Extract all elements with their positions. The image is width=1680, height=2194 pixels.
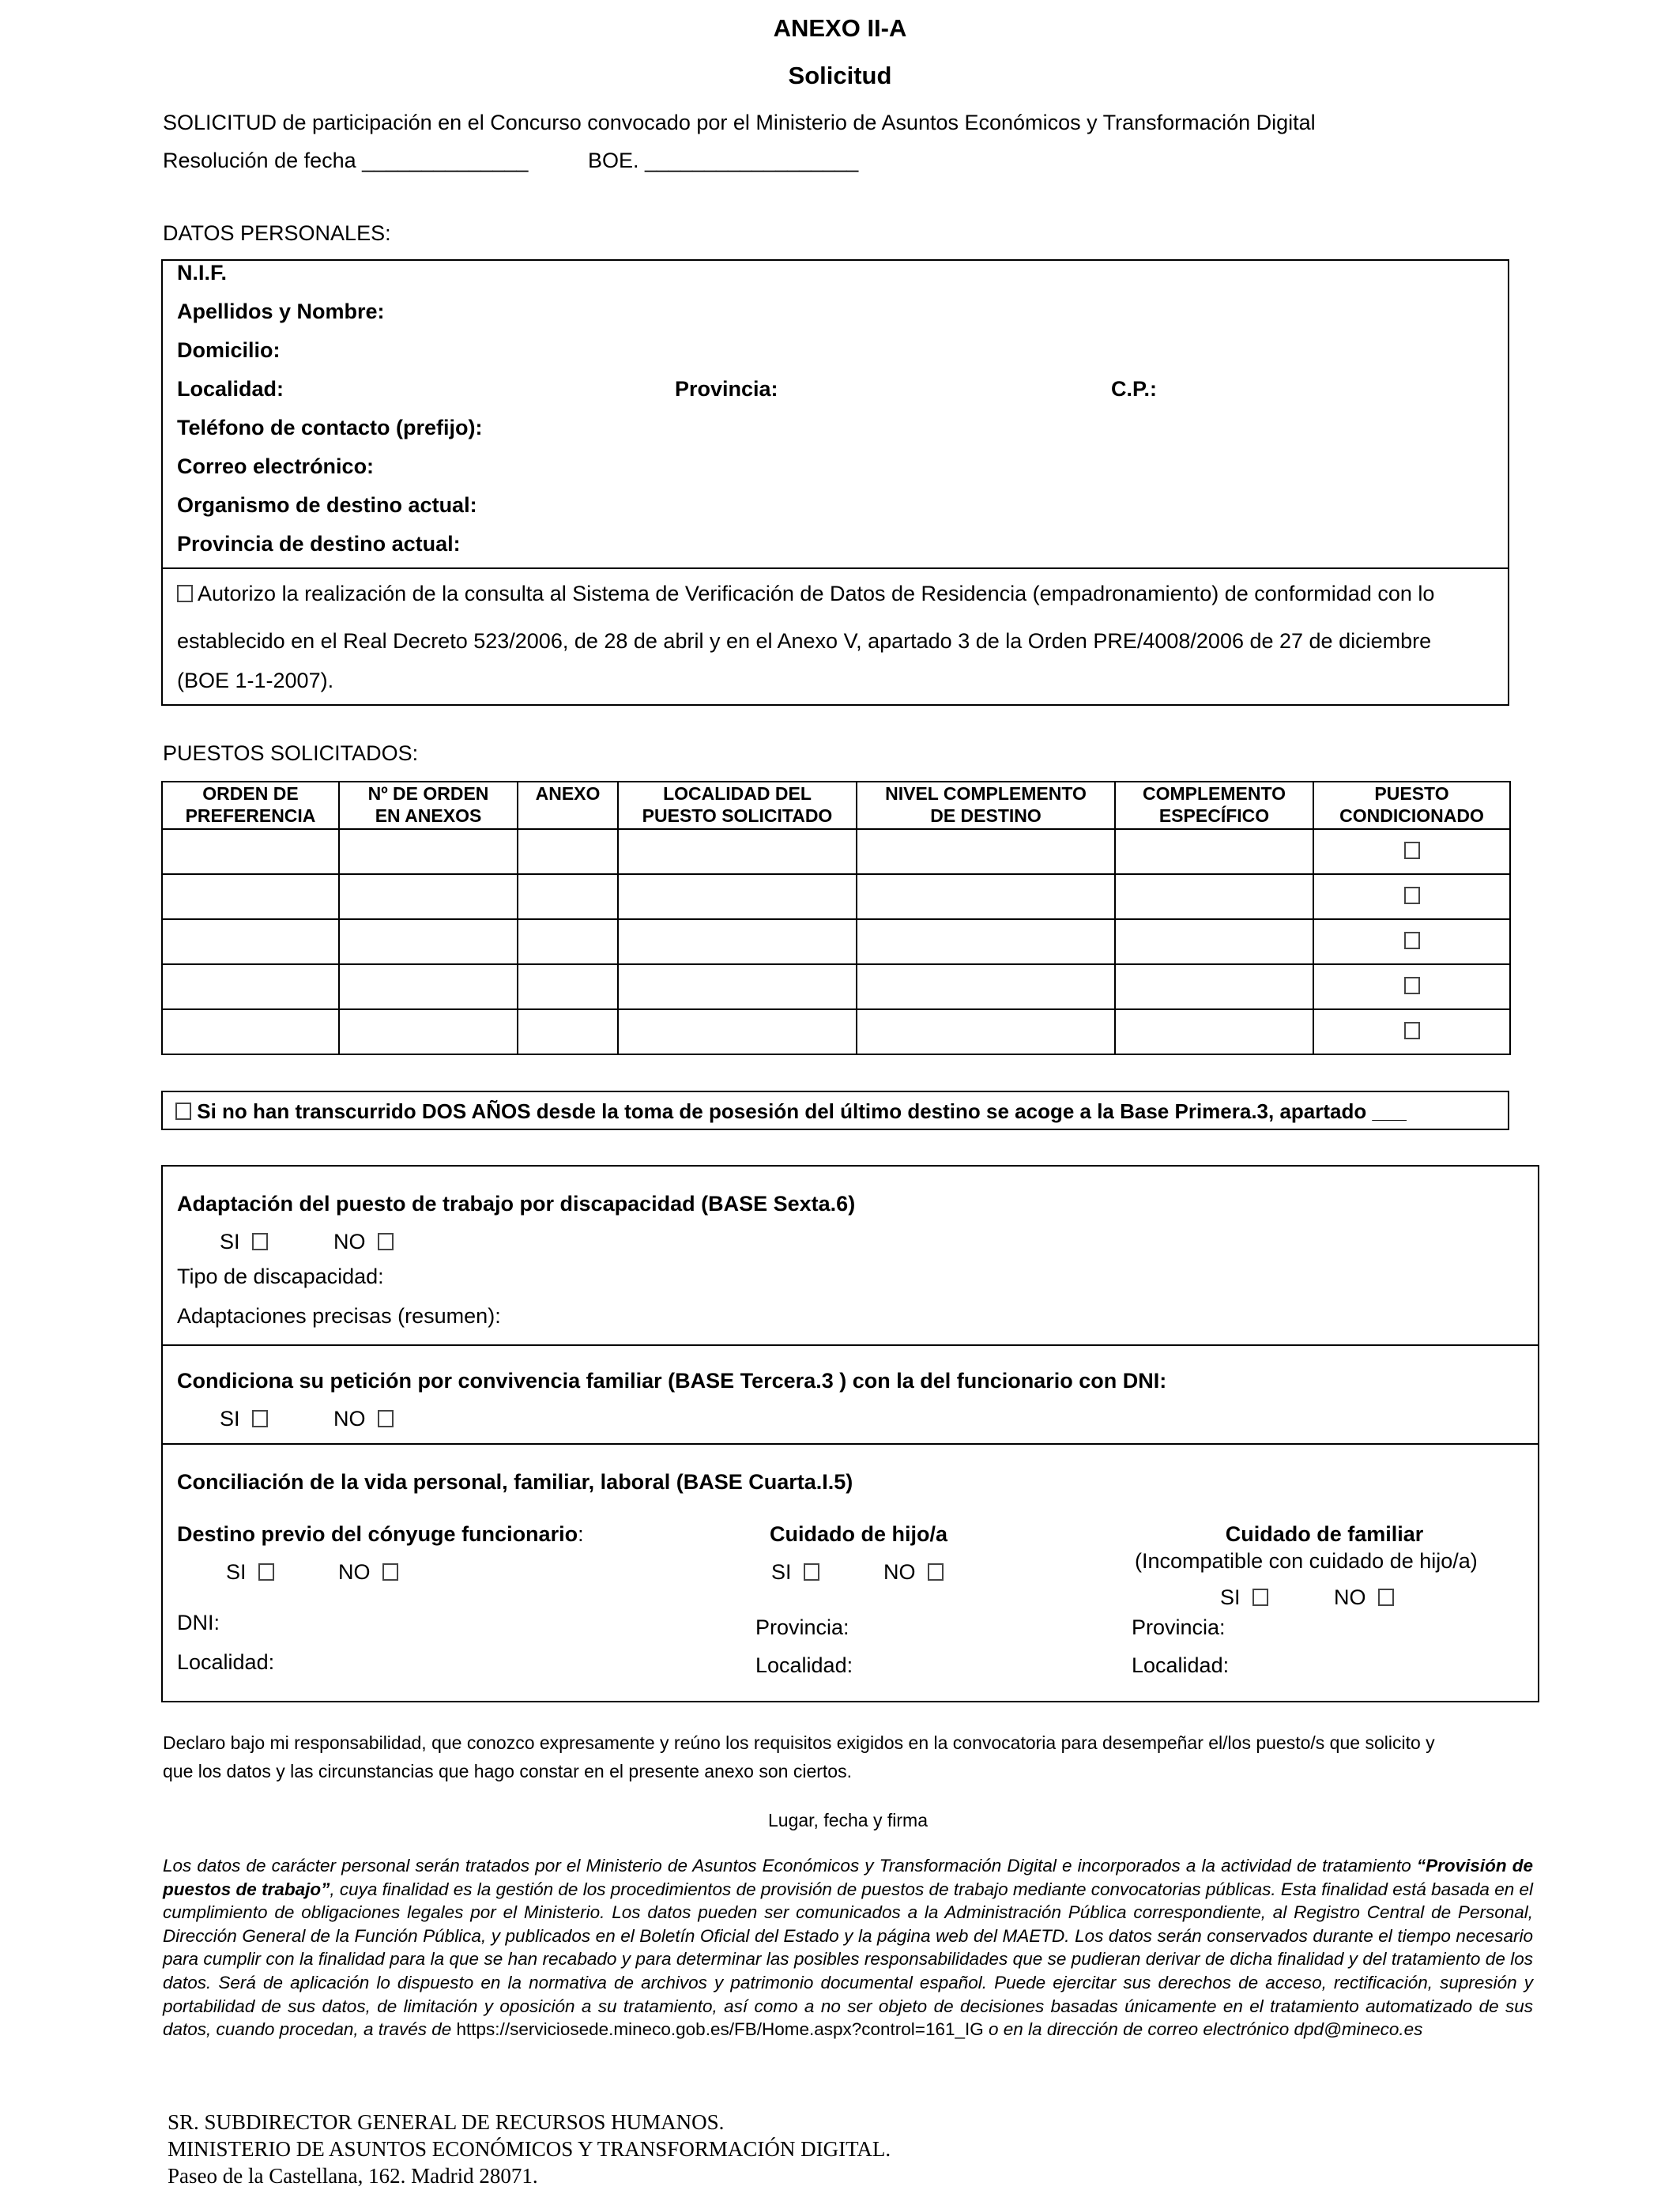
hijo-no-checkbox[interactable]: [928, 1563, 944, 1581]
table-cell[interactable]: [518, 1009, 618, 1054]
discapacidad-no-checkbox[interactable]: [378, 1233, 394, 1250]
dos-anos-checkbox[interactable]: [175, 1103, 191, 1120]
condicionado-checkbox[interactable]: [1404, 932, 1420, 949]
declaration-line-2: que los datos y las circunstancias que hago constar en el presente anexo son ciertos.: [163, 1761, 852, 1781]
col-nivel-complemento: NIVEL COMPLEMENTO DE DESTINO: [857, 782, 1115, 829]
email-field[interactable]: Correo electrónico:: [177, 454, 375, 478]
table-cell[interactable]: [339, 919, 518, 964]
divider: [163, 567, 1508, 569]
table-cell[interactable]: [518, 919, 618, 964]
conyuge-no-option[interactable]: NO: [338, 1560, 398, 1585]
table-cell[interactable]: [857, 1009, 1115, 1054]
table-cell[interactable]: [162, 919, 339, 964]
discapacidad-si-option[interactable]: SI: [220, 1230, 268, 1254]
dos-anos-box: [161, 1091, 1509, 1130]
col-localidad: LOCALIDAD DEL PUESTO SOLICITADO: [618, 782, 857, 829]
condicionado-checkbox[interactable]: [1404, 842, 1420, 859]
table-cell[interactable]: [518, 874, 618, 919]
table-row: [162, 874, 1510, 919]
puestos-section-title: PUESTOS SOLICITADOS:: [163, 741, 419, 765]
convivencia-si-option[interactable]: SI: [220, 1407, 268, 1431]
table-cell[interactable]: [1115, 874, 1313, 919]
privacy-notice: Los datos de carácter personal serán tratados por el Ministerio de Asuntos Económicos y Transformación Digital e incorporados a la actividad de tratamiento “Provisión de puestos de trabajo”, cuya finalidad es la gestión de los procedimientos de provisión de puestos de trabajo mediante convocatorias públicas. Esta finalidad está basada en el cumplimiento de obligaciones legales por el Ministerio. Los datos pueden ser comunicados a la Administración Pública correspondiente, al Registro Central de Personal, Dirección General de la Función Pública, y publicados en el Boletín Oficial del Estado y la página web del MAETD. Los datos serán conservados durante el tiempo necesario para cumplir con la finalidad para la que se han recabado y para determinar las posibles responsabilidades que se pudieran derivar de dicha finalidad y del tratamiento de los datos. Será de aplicación lo dispuesto en la normativa de archivos y patrimonio documental español. Puede ejercitar sus derechos de acceso, rectificación, supresión y portabilidad de sus datos, de limitación y oposición a su tratamiento, así como a no ser objeto de decisiones basadas únicamente en el tratamiento automatizado de sus datos, cuando procedan, a través de https://serviciosede.mineco.gob.es/FB/Home.aspx?control=161_IG o en la dirección de correo electrónico dpd@mineco.es: [163, 1856, 1534, 2040]
privacy-url[interactable]: https://serviciosede.mineco.gob.es/FB/Home.aspx?control=161_IG: [456, 2019, 984, 2040]
familiar-no-option[interactable]: NO: [1334, 1585, 1394, 1610]
current-province-field[interactable]: Provincia de destino actual:: [177, 532, 461, 556]
personal-section-title: DATOS PERSONALES:: [163, 221, 391, 245]
table-cell[interactable]: [1115, 964, 1313, 1009]
conyuge-dni-field[interactable]: DNI:: [177, 1611, 220, 1634]
hijo-no-option[interactable]: NO: [883, 1560, 944, 1585]
table-cell: [1313, 964, 1510, 1009]
table-cell[interactable]: [618, 1009, 857, 1054]
table-cell[interactable]: [339, 829, 518, 874]
adaptaciones-field[interactable]: Adaptaciones precisas (resumen):: [177, 1304, 501, 1328]
convivencia-no-option[interactable]: NO: [333, 1407, 394, 1431]
familiar-note: (Incompatible con cuidado de hijo/a): [1135, 1549, 1478, 1573]
current-org-field[interactable]: Organismo de destino actual:: [177, 493, 477, 517]
dos-anos-text: Si no han transcurrido DOS AÑOS desde la toma de posesión del último destino se acoge a la Base Primera.3, apartado ___: [175, 1099, 1407, 1124]
table-cell[interactable]: [618, 874, 857, 919]
col-orden-preferencia: ORDEN DE PREFERENCIA: [162, 782, 339, 829]
table-cell: [1313, 874, 1510, 919]
discapacidad-no-option[interactable]: NO: [333, 1230, 394, 1254]
table-cell[interactable]: [339, 1009, 518, 1054]
condicionado-checkbox[interactable]: [1404, 1022, 1420, 1039]
conyuge-si-option[interactable]: SI: [226, 1560, 274, 1585]
resolution-date-field[interactable]: Resolución de fecha ______________: [163, 149, 529, 172]
puestos-header-row: [162, 782, 1510, 829]
table-cell[interactable]: [857, 919, 1115, 964]
convivencia-no-checkbox[interactable]: [378, 1410, 394, 1427]
conyuge-localidad-field[interactable]: Localidad:: [177, 1650, 275, 1674]
table-cell[interactable]: [618, 964, 857, 1009]
table-cell[interactable]: [857, 829, 1115, 874]
hijo-localidad-field[interactable]: Localidad:: [755, 1653, 853, 1677]
locality-field[interactable]: Localidad:: [177, 377, 284, 401]
puestos-table: [161, 781, 1511, 1055]
table-row: [162, 964, 1510, 1009]
table-cell: [1313, 919, 1510, 964]
table-row: [162, 829, 1510, 874]
table-cell[interactable]: [162, 1009, 339, 1054]
divider: [163, 1443, 1538, 1445]
convivencia-si-checkbox[interactable]: [252, 1410, 268, 1427]
condicionado-checkbox[interactable]: [1404, 977, 1420, 994]
tipo-discapacidad-field[interactable]: Tipo de discapacidad:: [177, 1265, 384, 1288]
addressee-line-1: SR. SUBDIRECTOR GENERAL DE RECURSOS HUMANOS.: [168, 2110, 725, 2134]
nif-field[interactable]: N.I.F.: [177, 261, 228, 285]
discapacidad-title: Adaptación del puesto de trabajo por discapacidad (BASE Sexta.6): [177, 1192, 856, 1216]
table-cell[interactable]: [162, 829, 339, 874]
hijo-title: Cuidado de hijo/a: [770, 1522, 948, 1546]
divider: [163, 1344, 1538, 1346]
table-cell[interactable]: [1115, 1009, 1313, 1054]
name-field[interactable]: Apellidos y Nombre:: [177, 300, 385, 323]
table-cell[interactable]: [1115, 919, 1313, 964]
familiar-localidad-field[interactable]: Localidad:: [1132, 1653, 1230, 1677]
annex-title: ANEXO II-A: [773, 14, 907, 42]
condicionado-checkbox[interactable]: [1404, 887, 1420, 904]
table-cell: [1313, 1009, 1510, 1054]
familiar-si-checkbox[interactable]: [1252, 1589, 1268, 1606]
addressee-line-3: Paseo de la Castellana, 162. Madrid 28071.: [168, 2164, 538, 2188]
table-cell[interactable]: [339, 964, 518, 1009]
boe-field[interactable]: BOE. __________________: [588, 149, 859, 172]
conciliacion-title: Conciliación de la vida personal, familiar, laboral (BASE Cuarta.I.5): [177, 1470, 853, 1494]
signature-label: Lugar, fecha y firma: [768, 1810, 928, 1830]
col-anexo: ANEXO: [518, 782, 618, 829]
col-numero-orden: Nº DE ORDEN EN ANEXOS: [339, 782, 518, 829]
document-subtitle: Solicitud: [788, 62, 892, 89]
convivencia-title: Condiciona su petición por convivencia familiar (BASE Tercera.3 ) con la del funcionario con DNI:: [177, 1369, 1167, 1393]
familiar-no-checkbox[interactable]: [1378, 1589, 1394, 1606]
phone-field[interactable]: Teléfono de contacto (prefijo):: [177, 416, 483, 439]
authorization-line-2: establecido en el Real Decreto 523/2006, de 28 de abril y en el Anexo V, apartado 3 de la Orden PRE/4008/2006 de 27 de diciembre: [177, 629, 1432, 653]
declaration-line-1: Declaro bajo mi responsabilidad, que conozco expresamente y reúno los requisitos exigidos en la convocatoria para desempeñar el/los puesto/s que solicito y: [163, 1732, 1435, 1753]
col-complemento-especifico: COMPLEMENTO ESPECÍFICO: [1115, 782, 1313, 829]
table-cell[interactable]: [162, 964, 339, 1009]
table-row: [162, 1009, 1510, 1054]
table-cell[interactable]: [518, 964, 618, 1009]
table-cell[interactable]: [1115, 829, 1313, 874]
hijo-si-checkbox[interactable]: [804, 1563, 819, 1581]
discapacidad-si-checkbox[interactable]: [252, 1233, 268, 1250]
table-cell: [1313, 829, 1510, 874]
address-field[interactable]: Domicilio:: [177, 338, 281, 362]
conyuge-title: Destino previo del cónyuge funcionario:: [177, 1522, 584, 1546]
conyuge-no-checkbox[interactable]: [382, 1563, 398, 1581]
authorization-line-3: (BOE 1-1-2007).: [177, 669, 334, 692]
familiar-si-option[interactable]: SI: [1220, 1585, 1268, 1610]
conyuge-si-checkbox[interactable]: [258, 1563, 274, 1581]
authorization-line-1: Autorizo la realización de la consulta al Sistema de Verificación de Datos de Residencia (empadronamiento) de conformidad con lo: [177, 582, 1434, 606]
addressee-line-2: MINISTERIO DE ASUNTOS ECONÓMICOS Y TRANSFORMACIÓN DIGITAL.: [168, 2137, 891, 2161]
table-cell[interactable]: [618, 919, 857, 964]
table-cell[interactable]: [339, 874, 518, 919]
table-cell[interactable]: [518, 829, 618, 874]
familiar-title: Cuidado de familiar: [1225, 1522, 1424, 1546]
postal-code-field[interactable]: C.P.:: [1111, 377, 1158, 401]
authorization-checkbox[interactable]: [177, 585, 193, 602]
table-cell[interactable]: [857, 964, 1115, 1009]
conditions-box: [161, 1165, 1539, 1702]
table-cell[interactable]: [857, 874, 1115, 919]
table-cell[interactable]: [162, 874, 339, 919]
hijo-si-option[interactable]: SI: [771, 1560, 819, 1585]
table-cell[interactable]: [618, 829, 857, 874]
personal-data-box: [161, 259, 1509, 706]
col-puesto-condicionado: PUESTO CONDICIONADO: [1313, 782, 1510, 829]
intro-text: SOLICITUD de participación en el Concurso convocado por el Ministerio de Asuntos Económicos y Transformación Digital: [163, 111, 1316, 134]
province-field[interactable]: Provincia:: [675, 377, 778, 401]
table-row: [162, 919, 1510, 964]
familiar-provincia-field[interactable]: Provincia:: [1132, 1615, 1226, 1639]
hijo-provincia-field[interactable]: Provincia:: [755, 1615, 849, 1639]
